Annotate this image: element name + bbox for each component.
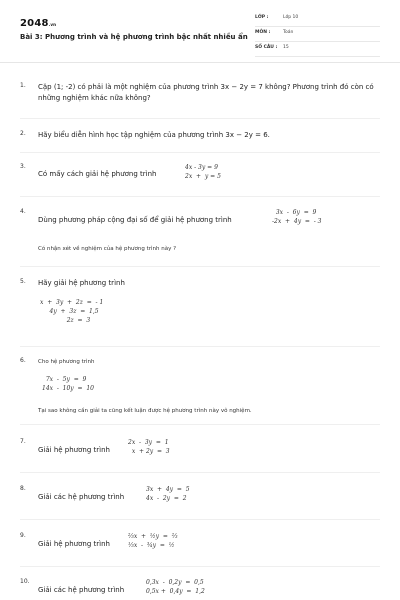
question-number: 8. (20, 485, 26, 492)
divider (20, 346, 380, 347)
equation-row: 4y + 3z = 1,5 (40, 308, 99, 315)
site-logo[interactable] (20, 18, 56, 29)
worksheet-header (0, 0, 400, 63)
question-text: Có mấy cách giải hệ phương trình (38, 170, 157, 178)
question-text: Cho hệ phương trình (38, 359, 95, 365)
divider (20, 519, 380, 520)
equation-row: 3x - 6y = 9 (272, 209, 317, 216)
question-number: 9. (20, 532, 26, 539)
divider (20, 566, 380, 567)
equation-row: ⅓x - ¾y = ½ (128, 542, 175, 549)
equation-row: 2x - 3y = 1 (128, 439, 169, 446)
equation-system (42, 375, 94, 393)
equation-row: 4x - 3y = 9 (185, 164, 218, 171)
question-number: 10. (20, 578, 30, 585)
meta-class-row (255, 14, 380, 27)
equation-row: -2x + 4y = - 3 (272, 218, 322, 225)
question-number: 2. (20, 130, 26, 137)
question-number: 5. (20, 278, 26, 285)
question-text: Giải hệ phương trình (38, 540, 110, 548)
question-number: 6. (20, 357, 26, 364)
equation-row: 0,3x - 0,2y = 0,5 (146, 579, 204, 586)
equation-row: x + 3y + 2z = - 1 (40, 299, 104, 306)
question-text: Giải các hệ phương trình (38, 493, 125, 501)
meta-subject-row (255, 29, 380, 42)
equation-system (185, 163, 221, 181)
question-text: Dùng phương pháp cộng đại số để giải hệ phương trình (38, 216, 232, 224)
equation-row: 0,5x + 0,4y = 1,2 (146, 588, 205, 595)
question-number: 7. (20, 438, 26, 445)
lesson-title: Bài 3: Phương trình và hệ phương trình bậc nhất nhiều ẩn (20, 33, 248, 41)
equation-row: 14x - 10y = 10 (42, 385, 94, 392)
question-text: Cặp (1; -2) có phải là một nghiệm của phương trình 3x − 2y = 7 không? Phương trình đó còn có những nghiệm khác nữa không? (38, 83, 374, 102)
meta-subject-value: Toán (283, 30, 294, 35)
equation-system (272, 208, 322, 226)
question-note: Tại sao không cần giải ta cũng kết luận được hệ phương trình này vô nghiệm. (38, 408, 252, 414)
logo-text: 2048 (20, 18, 49, 29)
divider (20, 266, 380, 267)
question-text: Hãy biểu diễn hình học tập nghiệm của phương trình 3x − 2y = 6. (38, 131, 270, 139)
divider (20, 196, 380, 197)
logo-suffix: .vn (48, 22, 57, 27)
equation-system (128, 532, 178, 550)
meta-count-row (255, 44, 380, 57)
meta-count-value: 15 (283, 45, 289, 50)
meta-class-label: LỚP : (255, 15, 269, 20)
meta-class-value: Lớp 10 (283, 15, 299, 20)
equation-system (40, 298, 103, 325)
equation-row: ⅔x + ½y = ⅔ (128, 533, 178, 540)
question-number: 4. (20, 208, 26, 215)
question-note: Có nhận xét về nghiệm của hệ phương trình này ? (38, 246, 177, 252)
equation-row: 4x - 2y = 2 (146, 495, 187, 502)
divider (20, 152, 380, 153)
divider (20, 472, 380, 473)
equation-system (146, 485, 190, 503)
equation-system (146, 578, 205, 596)
question-text: Hãy giải hệ phương trình (38, 279, 125, 287)
meta-count-label: SỐ CÂU : (255, 45, 278, 50)
equation-row: 2z = 3 (40, 317, 91, 324)
question-text: Giải hệ phương trình (38, 446, 110, 454)
equation-row: 7x - 5y = 9 (42, 376, 87, 383)
equation-system (128, 438, 170, 456)
question-number: 1. (20, 82, 26, 89)
equation-row: x + 2y = 3 (128, 448, 170, 455)
divider (20, 118, 380, 119)
question-number: 3. (20, 163, 26, 170)
meta-subject-label: MÔN : (255, 30, 271, 35)
equation-row: 3x + 4y = 5 (146, 486, 190, 493)
equation-row: 2x + y = 5 (185, 173, 221, 180)
question-text: Giải các hệ phương trình (38, 586, 125, 594)
divider (20, 424, 380, 425)
